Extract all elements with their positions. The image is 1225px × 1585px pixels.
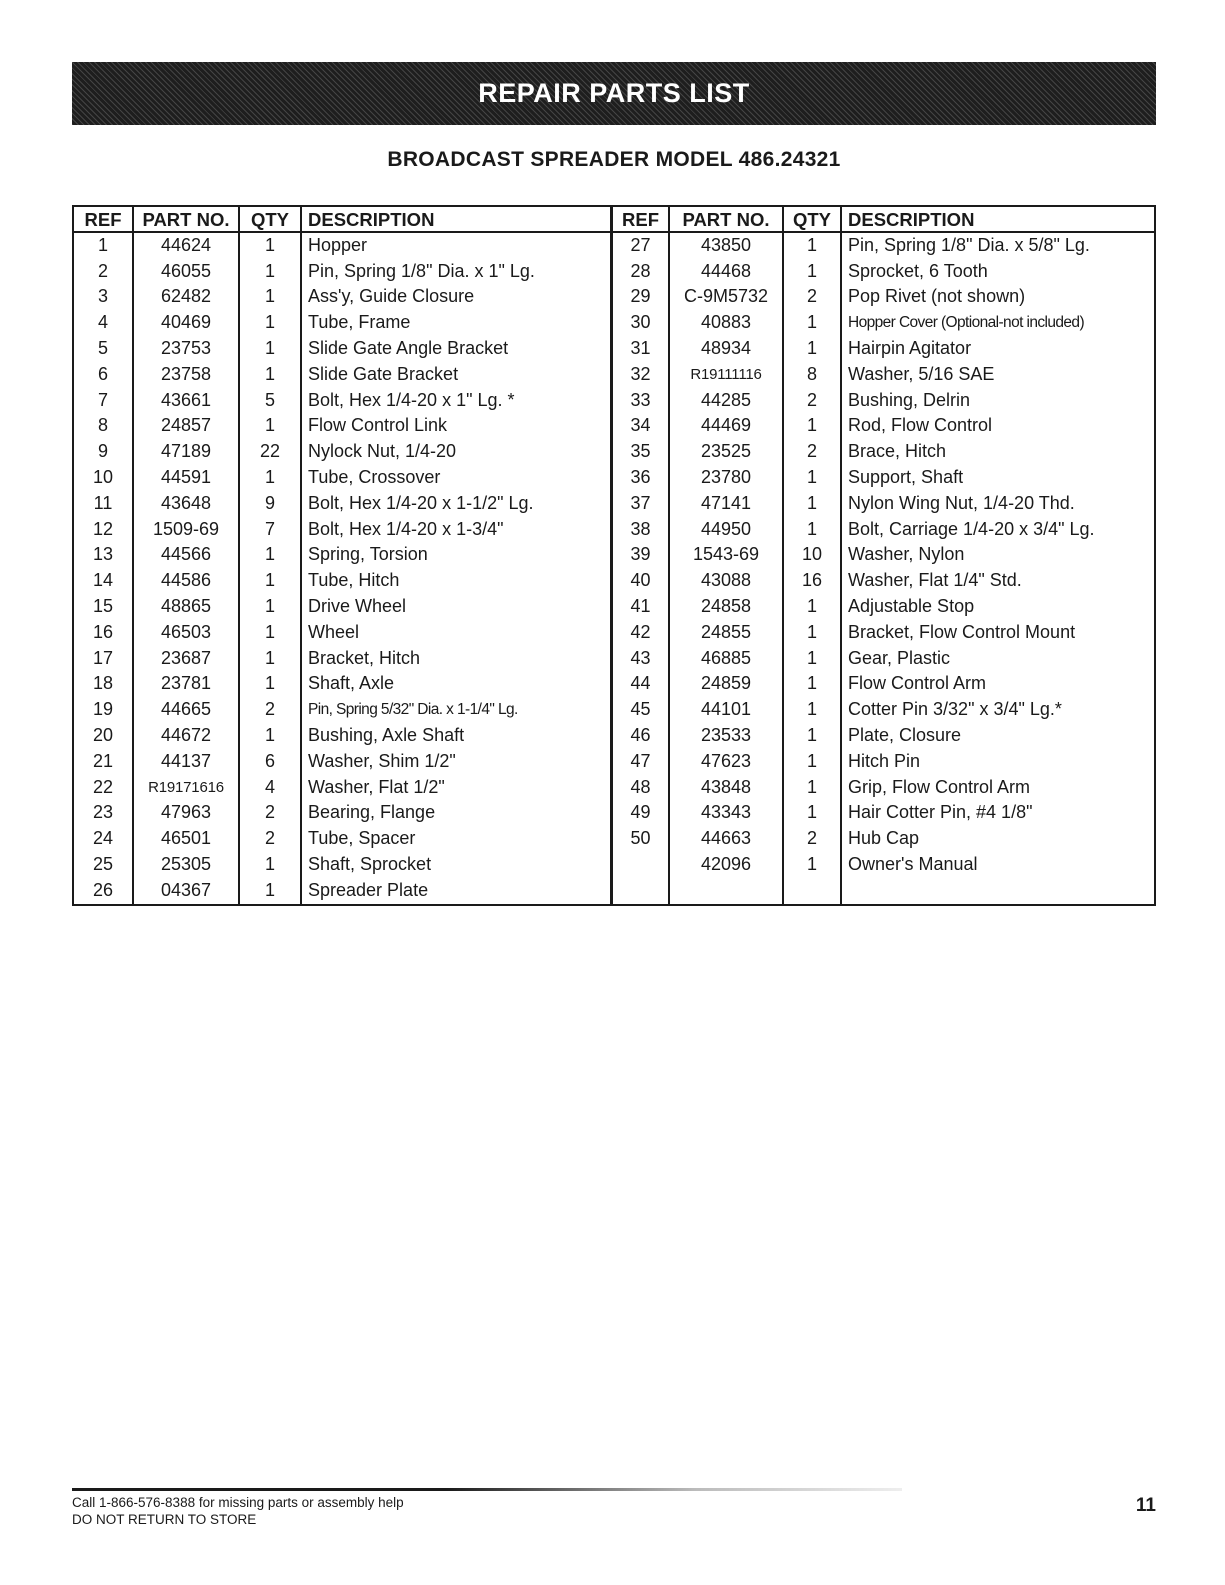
ref-cell: 8 <box>97 415 108 436</box>
qty-cell: 1 <box>238 852 300 878</box>
part-number-cell <box>668 878 782 904</box>
description-cell: Tube, Hitch <box>300 568 610 594</box>
part-number-cell: 46501 <box>132 826 238 852</box>
part-number-cell: 23525 <box>668 439 782 465</box>
part-number-cell: 40883 <box>668 310 782 336</box>
part-number-cell: 25305 <box>132 852 238 878</box>
qty-cell: 1 <box>782 620 840 646</box>
description-cell: Bolt, Hex 1/4-20 x 1-3/4" <box>300 517 610 543</box>
qty-cell: 1 <box>782 413 840 439</box>
part-number-cell: 1509-69 <box>132 517 238 543</box>
part-number-cell: 43661 <box>132 388 238 414</box>
qty-cell: 1 <box>782 491 840 517</box>
qty-cell: 1 <box>238 723 300 749</box>
page-title: REPAIR PARTS LIST <box>478 78 750 108</box>
part-number-cell: 43088 <box>668 568 782 594</box>
qty-cell: 1 <box>238 542 300 568</box>
part-number-cell: 42096 <box>668 852 782 878</box>
qty-cell: 1 <box>782 723 840 749</box>
description-cell: Bolt, Hex 1/4-20 x 1-1/2" Lg. <box>300 491 610 517</box>
ref-cell: 30 <box>610 310 668 336</box>
part-number-cell: 47963 <box>132 800 238 826</box>
qty-cell: 1 <box>238 310 300 336</box>
description-cell: Spreader Plate <box>300 878 610 904</box>
ref-cell: 42 <box>610 620 668 646</box>
ref-cell: 50 <box>610 826 668 852</box>
part-number-cell: 24855 <box>668 620 782 646</box>
part-number-cell: 40469 <box>132 310 238 336</box>
description-cell: Washer, Flat 1/4" Std. <box>840 568 1154 594</box>
description-cell: Pin, Spring 1/8" Dia. x 5/8" Lg. <box>840 233 1154 259</box>
ref-cell: 5 <box>97 337 108 358</box>
qty-cell: 1 <box>782 697 840 723</box>
part-number-cell: 48934 <box>668 336 782 362</box>
header-description: DESCRIPTION <box>300 207 610 233</box>
part-number-cell: 44586 <box>132 568 238 594</box>
qty-cell: 1 <box>238 284 300 310</box>
ref-cell: 1 <box>97 234 108 255</box>
description-cell: Cotter Pin 3/32" x 3/4" Lg.* <box>840 697 1154 723</box>
ref-cell: 31 <box>610 336 668 362</box>
header-ref: REF <box>74 207 132 233</box>
description-cell: Washer, Flat 1/2" <box>300 775 610 801</box>
qty-cell: 2 <box>238 826 300 852</box>
header-ref: REF <box>610 207 668 233</box>
ref-cell: 14 <box>92 570 114 591</box>
description-cell: Bearing, Flange <box>300 800 610 826</box>
part-number-cell: 44624 <box>132 233 238 259</box>
description-cell: Sprocket, 6 Tooth <box>840 259 1154 285</box>
ref-cell: 22 <box>92 776 114 797</box>
qty-cell: 2 <box>782 388 840 414</box>
ref-cell: 48 <box>610 775 668 801</box>
qty-cell: 1 <box>238 233 300 259</box>
part-number-cell: 43850 <box>668 233 782 259</box>
qty-cell <box>782 878 840 904</box>
description-cell: Hopper Cover (Optional-not included) <box>840 310 1154 336</box>
header-part-no: PART NO. <box>132 207 238 233</box>
qty-cell: 1 <box>782 517 840 543</box>
ref-cell: 12 <box>92 518 114 539</box>
qty-cell: 1 <box>782 852 840 878</box>
ref-cell: 19 <box>92 699 114 720</box>
part-number-cell: 44672 <box>132 723 238 749</box>
qty-cell: 1 <box>238 336 300 362</box>
description-cell: Pin, Spring 1/8" Dia. x 1" Lg. <box>300 259 610 285</box>
qty-cell: 1 <box>238 620 300 646</box>
part-number-cell: 44591 <box>132 465 238 491</box>
qty-cell: 1 <box>782 749 840 775</box>
model-subtitle: BROADCAST SPREADER MODEL 486.24321 <box>387 148 841 171</box>
part-number-cell: 1543-69 <box>668 542 782 568</box>
description-cell: Bushing, Axle Shaft <box>300 723 610 749</box>
ref-cell: 33 <box>610 388 668 414</box>
ref-cell: 2 <box>97 260 108 281</box>
title-banner <box>72 62 1156 125</box>
description-cell: Bushing, Delrin <box>840 388 1154 414</box>
description-cell: Plate, Closure <box>840 723 1154 749</box>
part-number-cell: 23753 <box>132 336 238 362</box>
qty-cell: 1 <box>782 259 840 285</box>
part-number-cell: 23781 <box>132 671 238 697</box>
part-number-cell: R19171616 <box>132 775 238 801</box>
qty-cell: 1 <box>782 465 840 491</box>
description-cell: Slide Gate Bracket <box>300 362 610 388</box>
header-description: DESCRIPTION <box>840 207 1154 233</box>
qty-cell: 2 <box>238 800 300 826</box>
ref-cell: 26 <box>92 879 114 900</box>
description-cell: Rod, Flow Control <box>840 413 1154 439</box>
description-cell: Washer, Nylon <box>840 542 1154 568</box>
ref-cell: 37 <box>610 491 668 517</box>
description-cell: Hub Cap <box>840 826 1154 852</box>
ref-cell: 16 <box>92 621 114 642</box>
qty-cell: 2 <box>782 826 840 852</box>
qty-cell: 1 <box>782 646 840 672</box>
description-cell: Bolt, Hex 1/4-20 x 1" Lg. * <box>300 388 610 414</box>
part-number-cell: 23780 <box>668 465 782 491</box>
ref-cell: 38 <box>610 517 668 543</box>
description-cell: Bolt, Carriage 1/4-20 x 3/4" Lg. <box>840 517 1154 543</box>
ref-cell: 47 <box>610 749 668 775</box>
ref-cell <box>610 852 668 878</box>
part-number-cell: 47141 <box>668 491 782 517</box>
part-number-cell: 24858 <box>668 594 782 620</box>
header-qty: QTY <box>782 207 840 233</box>
ref-cell: 44 <box>610 671 668 697</box>
ref-cell: 40 <box>610 568 668 594</box>
description-cell: Adjustable Stop <box>840 594 1154 620</box>
footer-rule <box>72 1488 902 1491</box>
qty-cell: 1 <box>238 671 300 697</box>
qty-cell: 1 <box>238 362 300 388</box>
qty-cell: 1 <box>782 775 840 801</box>
description-cell: Tube, Spacer <box>300 826 610 852</box>
qty-cell: 1 <box>238 878 300 904</box>
ref-cell: 35 <box>610 439 668 465</box>
ref-cell: 28 <box>610 259 668 285</box>
part-number-cell: 44137 <box>132 749 238 775</box>
ref-cell: 34 <box>610 413 668 439</box>
ref-cell: 7 <box>97 389 108 410</box>
part-number-cell: 24859 <box>668 671 782 697</box>
ref-cell: 46 <box>610 723 668 749</box>
part-number-cell: 44285 <box>668 388 782 414</box>
qty-cell: 8 <box>782 362 840 388</box>
description-cell: Spring, Torsion <box>300 542 610 568</box>
parts-table <box>72 205 1156 906</box>
qty-cell: 10 <box>782 542 840 568</box>
qty-cell: 1 <box>238 646 300 672</box>
description-cell: Tube, Frame <box>300 310 610 336</box>
description-cell: Bracket, Hitch <box>300 646 610 672</box>
ref-cell: 21 <box>92 750 114 771</box>
part-number-cell: 43848 <box>668 775 782 801</box>
ref-cell: 49 <box>610 800 668 826</box>
description-cell: Hitch Pin <box>840 749 1154 775</box>
part-number-cell: 62482 <box>132 284 238 310</box>
part-number-cell: 48865 <box>132 594 238 620</box>
ref-cell: 41 <box>610 594 668 620</box>
header-part-no: PART NO. <box>668 207 782 233</box>
part-number-cell: C-9M5732 <box>668 284 782 310</box>
qty-cell: 5 <box>238 388 300 414</box>
ref-cell: 23 <box>92 802 114 823</box>
ref-cell: 3 <box>97 286 108 307</box>
header-qty: QTY <box>238 207 300 233</box>
description-cell: Washer, Shim 1/2" <box>300 749 610 775</box>
ref-cell: 4 <box>97 312 108 333</box>
part-number-cell: R19111116 <box>668 362 782 388</box>
ref-cell: 29 <box>610 284 668 310</box>
return-warning: DO NOT RETURN TO STORE <box>72 1512 257 1527</box>
ref-cell: 6 <box>97 363 108 384</box>
ref-cell: 36 <box>610 465 668 491</box>
part-number-cell: 47623 <box>668 749 782 775</box>
description-cell: Wheel <box>300 620 610 646</box>
qty-cell: 1 <box>782 800 840 826</box>
description-cell: Nylock Nut, 1/4-20 <box>300 439 610 465</box>
qty-cell: 4 <box>238 775 300 801</box>
part-number-cell: 23758 <box>132 362 238 388</box>
description-cell: Flow Control Link <box>300 413 610 439</box>
qty-cell: 7 <box>238 517 300 543</box>
qty-cell: 1 <box>238 568 300 594</box>
description-cell: Bracket, Flow Control Mount <box>840 620 1154 646</box>
ref-cell: 15 <box>92 595 114 616</box>
part-number-cell: 43648 <box>132 491 238 517</box>
ref-cell: 39 <box>610 542 668 568</box>
ref-cell: 27 <box>610 233 668 259</box>
qty-cell: 22 <box>238 439 300 465</box>
part-number-cell: 04367 <box>132 878 238 904</box>
qty-cell: 1 <box>238 465 300 491</box>
part-number-cell: 47189 <box>132 439 238 465</box>
part-number-cell: 43343 <box>668 800 782 826</box>
ref-cell: 9 <box>97 441 108 462</box>
qty-cell: 1 <box>238 413 300 439</box>
description-cell <box>840 878 1154 904</box>
description-cell: Tube, Crossover <box>300 465 610 491</box>
description-cell: Brace, Hitch <box>840 439 1154 465</box>
description-cell: Hopper <box>300 233 610 259</box>
help-line: Call 1-866-576-8388 for missing parts or assembly help <box>72 1495 404 1510</box>
ref-cell: 32 <box>610 362 668 388</box>
part-number-cell: 23533 <box>668 723 782 749</box>
description-cell: Ass'y, Guide Closure <box>300 284 610 310</box>
part-number-cell: 44950 <box>668 517 782 543</box>
part-number-cell: 44665 <box>132 697 238 723</box>
ref-cell: 24 <box>92 828 114 849</box>
qty-cell: 2 <box>782 439 840 465</box>
ref-cell: 18 <box>92 673 114 694</box>
qty-cell: 1 <box>238 259 300 285</box>
qty-cell: 1 <box>782 310 840 336</box>
description-cell: Drive Wheel <box>300 594 610 620</box>
ref-cell: 13 <box>92 544 114 565</box>
description-cell: Pop Rivet (not shown) <box>840 284 1154 310</box>
part-number-cell: 46503 <box>132 620 238 646</box>
ref-cell: 25 <box>92 853 114 874</box>
ref-cell: 11 <box>93 492 113 513</box>
ref-cell: 43 <box>610 646 668 672</box>
part-number-cell: 44468 <box>668 259 782 285</box>
description-cell: Support, Shaft <box>840 465 1154 491</box>
ref-cell: 45 <box>610 697 668 723</box>
qty-cell: 1 <box>238 594 300 620</box>
part-number-cell: 24857 <box>132 413 238 439</box>
part-number-cell: 23687 <box>132 646 238 672</box>
part-number-cell: 44566 <box>132 542 238 568</box>
part-number-cell: 46885 <box>668 646 782 672</box>
qty-cell: 9 <box>238 491 300 517</box>
part-number-cell: 44663 <box>668 826 782 852</box>
description-cell: Grip, Flow Control Arm <box>840 775 1154 801</box>
description-cell: Shaft, Sprocket <box>300 852 610 878</box>
description-cell: Hair Cotter Pin, #4 1/8" <box>840 800 1154 826</box>
qty-cell: 2 <box>238 697 300 723</box>
description-cell: Hairpin Agitator <box>840 336 1154 362</box>
qty-cell: 6 <box>238 749 300 775</box>
part-number-cell: 44101 <box>668 697 782 723</box>
qty-cell: 2 <box>782 284 840 310</box>
qty-cell: 1 <box>782 671 840 697</box>
part-number-cell: 46055 <box>132 259 238 285</box>
description-cell: Slide Gate Angle Bracket <box>300 336 610 362</box>
description-cell: Flow Control Arm <box>840 671 1154 697</box>
qty-cell: 16 <box>782 568 840 594</box>
ref-cell <box>610 878 668 904</box>
page-number: 11 <box>1135 1495 1156 1516</box>
description-cell: Washer, 5/16 SAE <box>840 362 1154 388</box>
part-number-cell: 44469 <box>668 413 782 439</box>
ref-cell: 17 <box>92 647 114 668</box>
description-cell: Owner's Manual <box>840 852 1154 878</box>
qty-cell: 1 <box>782 336 840 362</box>
ref-cell: 10 <box>92 466 114 487</box>
description-cell: Pin, Spring 5/32" Dia. x 1-1/4" Lg. <box>300 697 610 723</box>
description-cell: Nylon Wing Nut, 1/4-20 Thd. <box>840 491 1154 517</box>
description-cell: Shaft, Axle <box>300 671 610 697</box>
ref-cell: 20 <box>92 724 114 745</box>
qty-cell: 1 <box>782 594 840 620</box>
description-cell: Gear, Plastic <box>840 646 1154 672</box>
qty-cell: 1 <box>782 233 840 259</box>
